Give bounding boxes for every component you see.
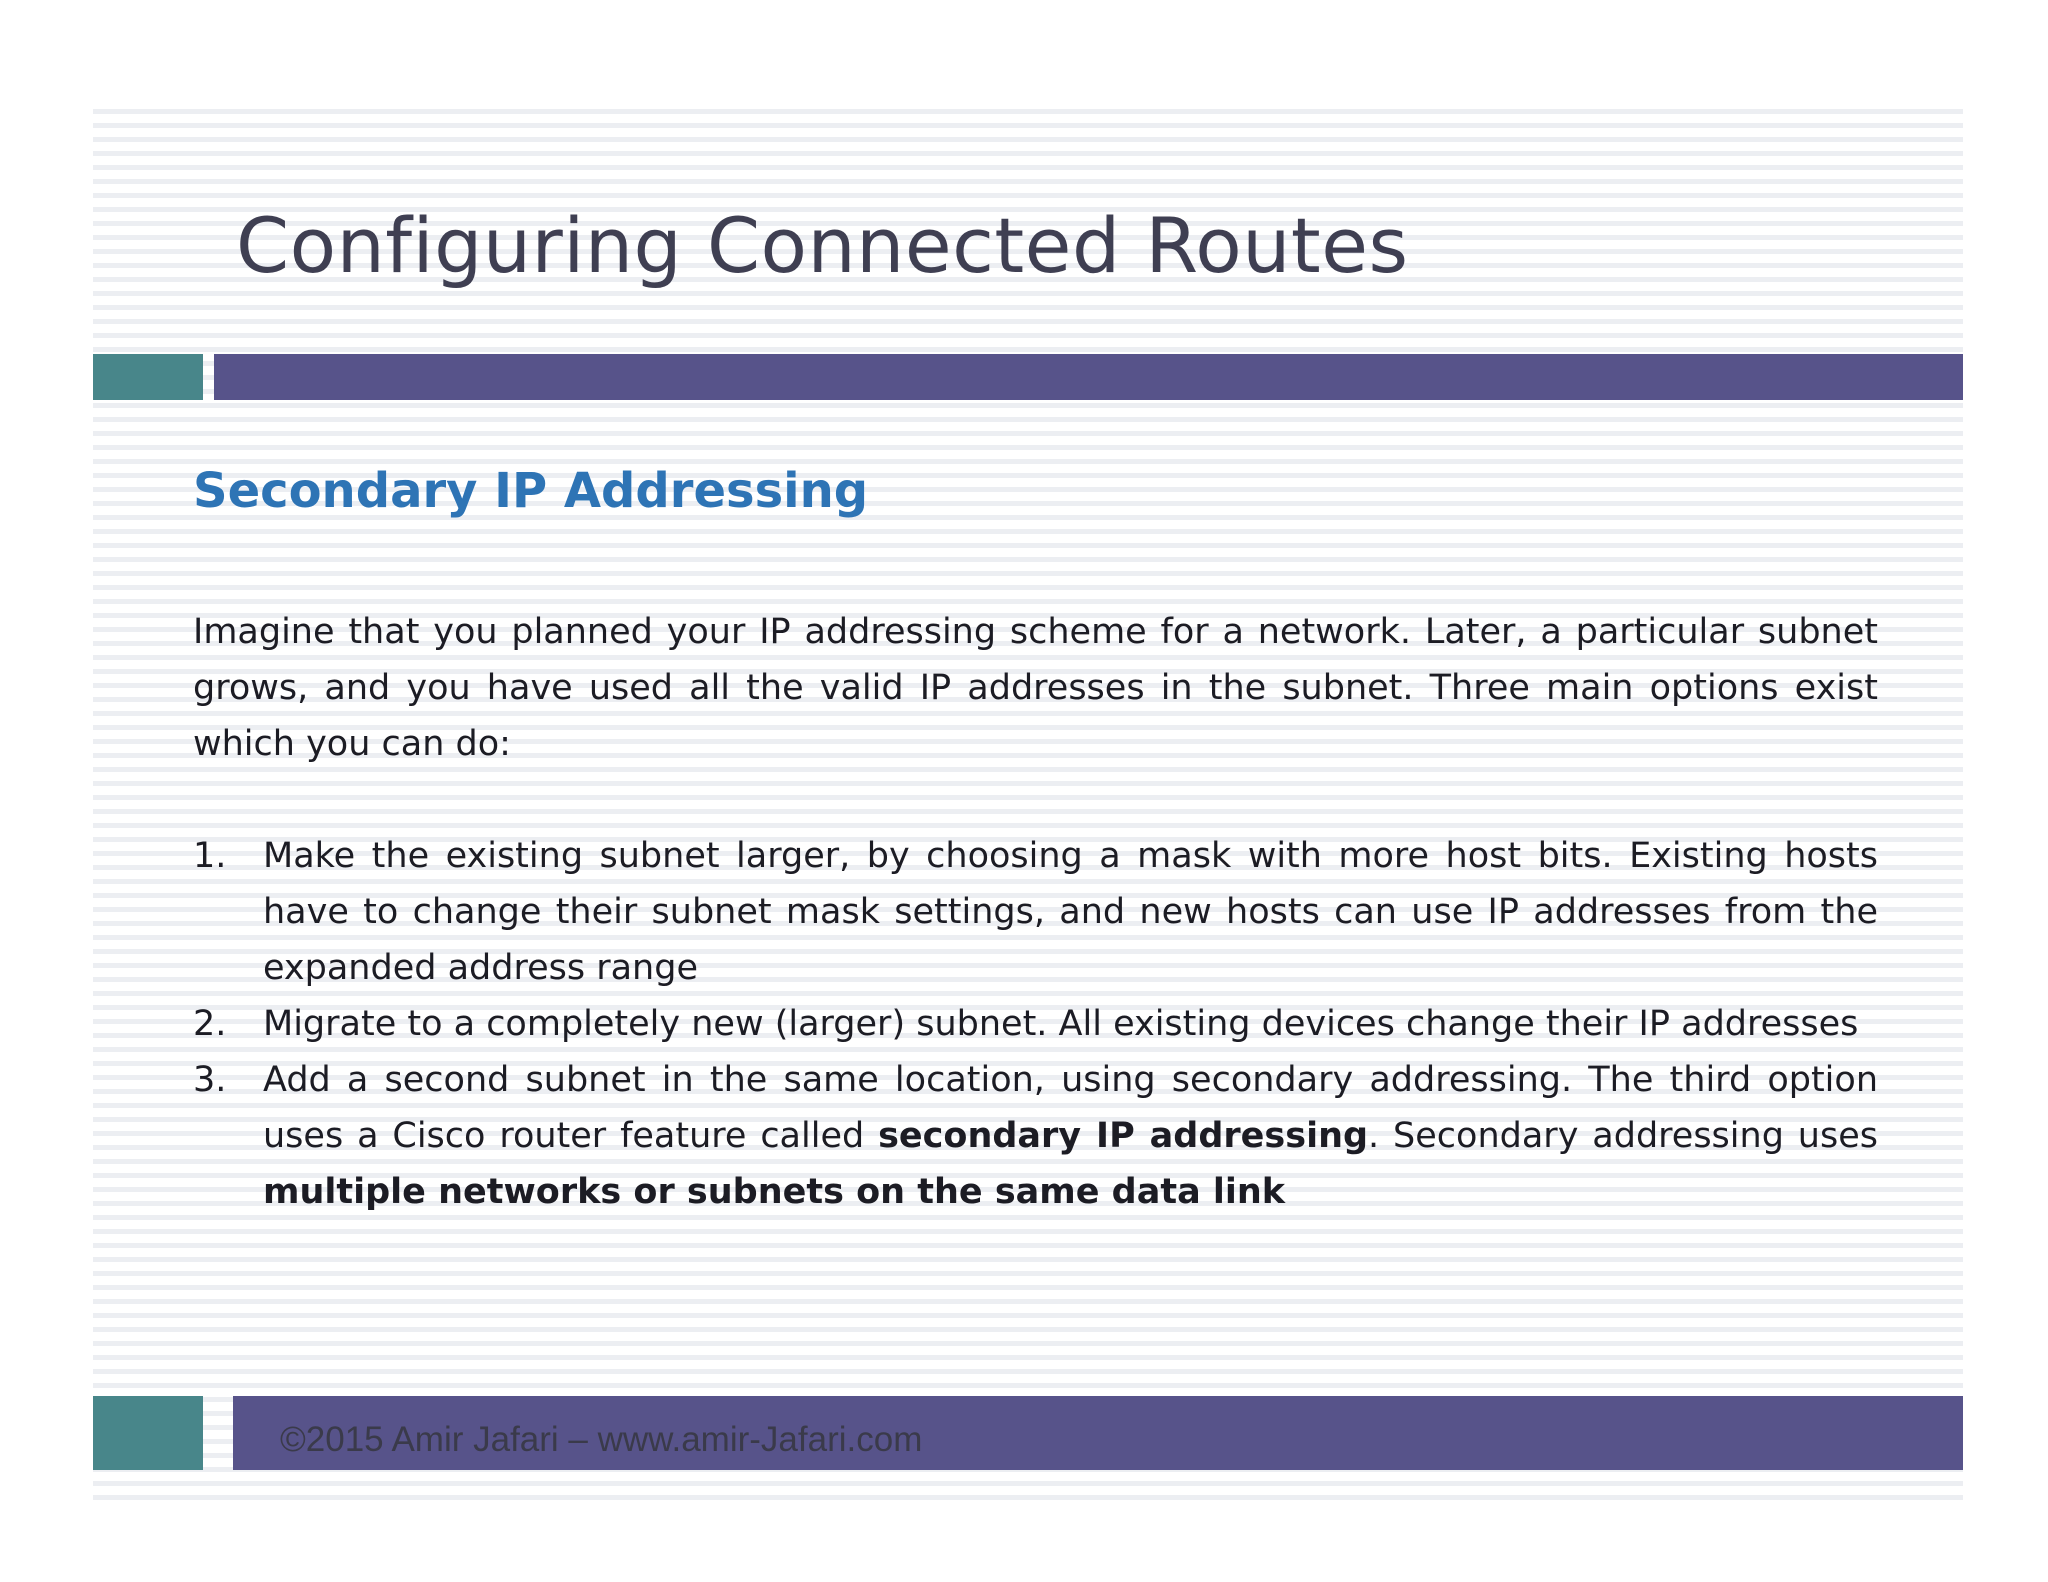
- header-accent-block: [93, 354, 203, 400]
- slide-content: [193, 604, 1878, 1220]
- list-text: Migrate to a completely new (larger) subnet. All existing devices change their IP addresses: [263, 1004, 1859, 1044]
- footer-accent-block: [93, 1396, 203, 1470]
- list-number: 1.: [193, 836, 227, 876]
- list-item: [193, 1052, 1878, 1220]
- list-item: [193, 996, 1878, 1052]
- bold-term: secondary IP addressing: [878, 1116, 1369, 1156]
- options-list: [193, 828, 1878, 1220]
- slide-subtitle: Secondary IP Addressing: [193, 463, 869, 519]
- header-bar: [214, 354, 1963, 400]
- list-item: [193, 828, 1878, 996]
- list-number: 3.: [193, 1060, 227, 1100]
- list-number: 2.: [193, 1004, 227, 1044]
- list-text: Make the existing subnet larger, by choosing a mask with more host bits. Existing hosts have to change their subnet mask settings, and new hosts can use IP addresses from the expanded address range: [263, 836, 1878, 988]
- footer-copyright: ©2015 Amir Jafari – www.amir-Jafari.com: [280, 1420, 923, 1459]
- intro-paragraph: Imagine that you planned your IP addressing scheme for a network. Later, a particular subnet grows, and you have used all the valid IP addresses in the subnet. Three main options exist which you can do:: [193, 612, 1878, 764]
- slide-title: Configuring Connected Routes: [236, 201, 1409, 290]
- bold-phrase: multiple networks or subnets on the same data link: [263, 1172, 1286, 1212]
- list-text: Add a second subnet in the same location, using secondary addressing. The third option uses a Cisco router feature called: [263, 1060, 1878, 1156]
- list-text-continued: . Secondary addressing uses: [1368, 1116, 1878, 1156]
